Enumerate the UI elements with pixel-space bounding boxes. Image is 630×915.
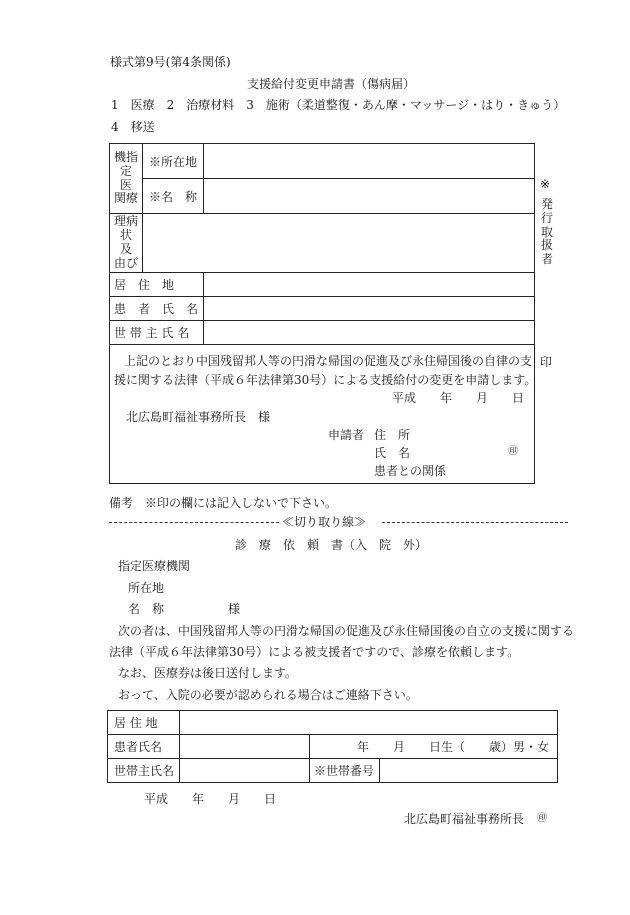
- request-patient-field[interactable]: [180, 735, 310, 759]
- cut-line-label: ≪切り取り線≫: [282, 515, 367, 529]
- institution-label-cell: [110, 144, 143, 214]
- side-label-issuer: 発 行 取 扱 者: [541, 197, 554, 267]
- side-mark: ※: [540, 177, 551, 191]
- seal-mark: ㊞: [508, 446, 518, 457]
- request-body-line-1: 次の者は、中国残留邦人等の円滑な帰国の促進及び永住帰国後の自立の支援に関する: [118, 624, 575, 638]
- statement-line-2: 援に関する法律（平成６年法律第30号）による支援給付の変更を申請します。: [114, 373, 537, 387]
- reason-field[interactable]: [143, 214, 535, 273]
- request-date: 平成 年 月 日: [144, 792, 277, 806]
- applicant-relation-label: 患者との関係: [374, 464, 447, 478]
- statement-cell: [110, 345, 535, 484]
- category-list-line-2: 4 移送: [111, 120, 155, 134]
- request-issuer: 北広島町福祉事務所長: [404, 812, 525, 826]
- applicant-address-label: 住 所: [374, 428, 411, 442]
- request-issuer-seal: ㊞: [537, 813, 547, 824]
- residence-field[interactable]: [204, 273, 535, 297]
- applicant-label: 申請者: [328, 428, 365, 442]
- statement-line-1: 上記のとおり中国残留邦人等の円滑な帰国の促進及び永住帰国後の自律の支: [124, 354, 533, 368]
- household-head-label: 世 帯 主 氏 名: [110, 321, 204, 345]
- cut-line-right: [382, 522, 568, 523]
- request-residence-label: 居 住 地: [108, 711, 180, 735]
- category-list-line-1: 1 医療 2 治療材料 3 施術（柔道整復・あん摩・マッサージ・はり・きゅう）: [111, 98, 566, 112]
- institution-address-field[interactable]: [204, 144, 535, 179]
- request-household-number-field[interactable]: [380, 759, 558, 783]
- request-body-line-4: おって、入院の必要が認められる場合はご連絡下さい。: [118, 688, 418, 702]
- request-household-label: 世帯主氏名: [108, 759, 180, 783]
- request-body-line-2: 法律（平成６年法律第30号）による被支援者ですので、診療を依頼します。: [109, 645, 520, 659]
- request-residence-field[interactable]: [180, 711, 558, 735]
- patient-name-label: 患 者 氏 名: [110, 297, 204, 321]
- form-title: 支援給付変更申請書（傷病届）: [246, 77, 416, 91]
- request-household-number-label: ※世帯番号: [310, 759, 380, 783]
- request-institution: 指定医療機関: [118, 559, 191, 573]
- form-number: 様式第9号(第4条関係): [110, 55, 231, 69]
- reason-label-cell: [110, 214, 143, 273]
- institution-label: 機指 定 医 関療: [113, 149, 138, 206]
- application-table: [109, 143, 535, 484]
- request-household-field[interactable]: [180, 759, 310, 783]
- remarks: 備考 ※印の欄には記入しないで下さい。: [109, 496, 338, 510]
- applicant-name-label: 氏 名: [374, 446, 411, 460]
- addressee: 北広島町福祉事務所長 様: [126, 410, 271, 424]
- application-date: 平成 年 月 日: [392, 391, 525, 405]
- request-table: [107, 710, 558, 783]
- request-patient-label: 患者氏名: [108, 735, 180, 759]
- reason-label: 理病 状 及 由び: [113, 214, 138, 270]
- request-title: 診 療 依 頼 書（入 院 外）: [234, 538, 428, 552]
- request-name: 名 称: [128, 602, 165, 616]
- request-sama: 様: [228, 602, 241, 616]
- institution-name-field[interactable]: [204, 179, 535, 214]
- household-head-field[interactable]: [204, 321, 535, 345]
- patient-name-field[interactable]: [204, 297, 535, 321]
- cut-line-left: [109, 522, 279, 523]
- side-seal-label: 印: [540, 355, 553, 369]
- residence-label: 居 住 地: [110, 273, 204, 297]
- request-body-line-3: なお、医療券は後日送付します。: [118, 666, 298, 680]
- name-label: ※名 称: [143, 179, 204, 214]
- address-label: ※所在地: [143, 144, 204, 179]
- request-birth-field[interactable]: 年 月 日生（ 歳）男・女: [310, 735, 558, 759]
- request-location: 所在地: [128, 581, 165, 595]
